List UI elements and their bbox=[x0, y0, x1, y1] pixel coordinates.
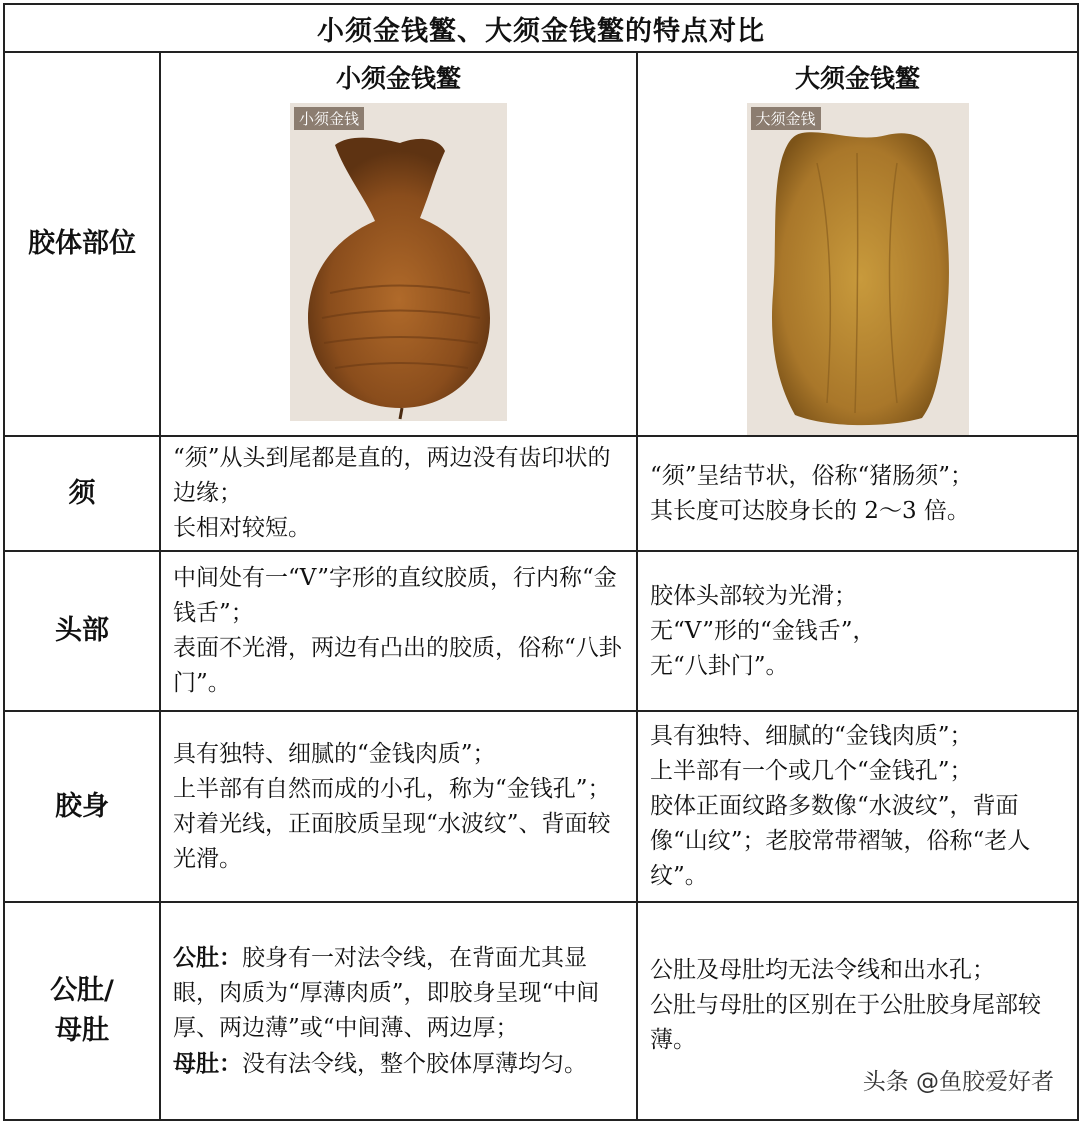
row-header-line: 公肚/ bbox=[50, 975, 114, 1006]
row-header-whisker: 须 bbox=[4, 436, 160, 551]
big-maw-photo-label: 大须金钱 bbox=[751, 107, 821, 130]
female-maw-text: 没有法令线，整个胶体厚薄均匀。 bbox=[242, 1051, 587, 1077]
text-line: 中间处有一“V”字形的直纹胶质，行内称“金钱舌”； bbox=[173, 565, 617, 626]
head-small-cell bbox=[160, 551, 637, 711]
table-title: 小须金钱鳘、大须金钱鳘的特点对比 bbox=[4, 4, 1078, 52]
small-maw-photo bbox=[290, 103, 507, 421]
body-big-cell bbox=[637, 711, 1078, 902]
small-maw-illustration bbox=[290, 103, 507, 421]
text-line: 胶体头部较为光滑； bbox=[650, 582, 857, 609]
text-line: 无“V”形的“金钱舌”， bbox=[650, 617, 876, 644]
male-maw-text: 胶身有一对法令线，在背面尤其显眼，肉质为“厚薄肉质”，即胶身呈现“中间厚、两边薄”或“中间薄、两边厚； bbox=[173, 945, 600, 1041]
text-line: 其长度可达胶身长的 2～3 倍。 bbox=[650, 497, 970, 524]
male-female-small-cell bbox=[160, 902, 637, 1120]
row-header-male-female bbox=[4, 902, 160, 1120]
male-maw-paragraph bbox=[173, 940, 626, 1046]
text-line: 具有独特、细腻的“金钱肉质”； bbox=[650, 723, 973, 749]
text-line: 胶体正面纹路多数像“水波纹”，背面像“山纹”；老胶常带褶皱，俗称“老人纹”。 bbox=[650, 793, 1031, 889]
small-maw-photo-label: 小须金钱 bbox=[294, 107, 364, 130]
column-header-big: 大须金钱鳘 bbox=[794, 64, 920, 93]
text-line: 公肚及母肚均无法令线和出水孔； bbox=[650, 957, 995, 983]
text-line: 表面不光滑，两边有凸出的胶质，俗称“八卦门”。 bbox=[173, 635, 622, 696]
watermark: 头条 @鱼胶爱好者 bbox=[862, 1069, 1054, 1095]
text-line: 上半部有自然而成的小孔，称为“金钱孔”； bbox=[173, 775, 611, 802]
column-header-small: 小须金钱鳘 bbox=[335, 64, 461, 93]
text-line: 长相对较短。 bbox=[173, 515, 311, 541]
row-header-line: 母肚 bbox=[55, 1015, 109, 1046]
whisker-big-cell bbox=[637, 436, 1078, 551]
text-line: “须”从头到尾都是直的，两边没有齿印状的边缘； bbox=[173, 445, 611, 506]
body-small-cell bbox=[160, 711, 637, 902]
female-maw-paragraph bbox=[173, 1046, 626, 1082]
text-line: 无“八卦门”。 bbox=[650, 652, 789, 679]
male-maw-label: 公肚： bbox=[173, 944, 242, 971]
female-maw-label: 母肚： bbox=[173, 1050, 242, 1077]
big-maw-photo bbox=[747, 103, 969, 435]
big-maw-image-cell bbox=[637, 52, 1078, 436]
row-header-body-part: 胶体部位 bbox=[4, 52, 160, 436]
text-line: 上半部有一个或几个“金钱孔”； bbox=[650, 758, 973, 784]
big-maw-illustration bbox=[747, 103, 969, 435]
text-line: 具有独特、细腻的“金钱肉质”； bbox=[173, 740, 496, 767]
row-header-body: 胶身 bbox=[4, 711, 160, 902]
text-line: 公肚与母肚的区别在于公肚胶身尾部较薄。 bbox=[650, 992, 1041, 1053]
small-maw-image-cell bbox=[160, 52, 637, 436]
text-line: “须”呈结节状，俗称“猪肠须”； bbox=[650, 462, 974, 489]
comparison-table bbox=[3, 3, 1079, 1121]
row-header-head: 头部 bbox=[4, 551, 160, 711]
whisker-small-cell bbox=[160, 436, 637, 551]
head-big-cell bbox=[637, 551, 1078, 711]
text-line: 对着光线，正面胶质呈现“水波纹”、背面较光滑。 bbox=[173, 810, 611, 872]
